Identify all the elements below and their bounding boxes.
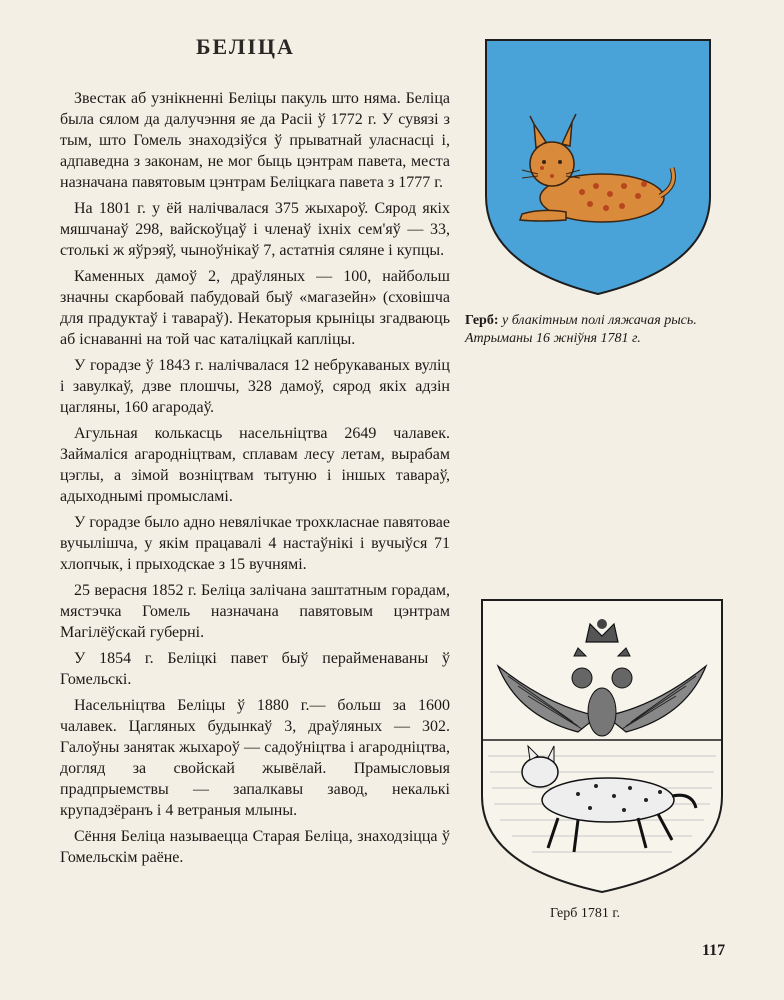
page-title: БЕЛІЦА	[196, 34, 295, 59]
paragraph: У 1854 г. Беліцкі павет быў перайменаваны ў Гомельскі.	[60, 650, 450, 688]
crest1-caption	[465, 312, 735, 348]
paragraph: Каменных дамоў 2, драўляных — 100, найбольш значны скарбовай пабудовай быў «магазейн» (сховішча для прадуктаў і тавараў). Некаторыя крыніцы згадваюць аб існаванні на той час каталіцкай капліцы.	[60, 268, 450, 348]
caption-lead: Герб:	[465, 313, 499, 328]
crest2-caption: Герб 1781 г.	[550, 906, 621, 921]
coat-of-arms-1781-image	[478, 596, 726, 896]
caption-text: у блакітным полі ляжачая рысь. Атрыманы 16 жніўня 1781 г.	[465, 313, 697, 346]
paragraph: Насельніцтва Беліцы ў 1880 г.— больш за 1600 чалавек. Цагляных будынкаў 3, драўляных — 302. Галоўны занятак жыхароў — садоўніцтва і агародніцтва, догляд за свойскай жывёлай. Прамысловыя прадпрыемствы — запалкавы завод, некалькі крупадзёранъ і 4 ветраныя млыны.	[60, 697, 450, 819]
coat-of-arms-lynx-image	[482, 36, 714, 298]
paragraph: 25 верасня 1852 г. Беліца залічана заштатным горадам, мястэчка Гомель назначана павятовым цэнтрам Магілёўскай губерні.	[60, 582, 450, 641]
paragraph: Звестак аб узнікненні Беліцы пакуль што няма. Беліца была сялом да далучэння яе да Расіі ў 1772 г. У сувязі з тым, што Гомель знаходзіўся ў прыватнай уласнасці і, адпаведна з законам, не мог быць цэнтрам павета, места назначана павятовым цэнтрам Беліцкага павета з 1777 г.	[60, 90, 450, 191]
page-number: 117	[702, 942, 726, 959]
article-body	[60, 88, 450, 873]
paragraph: На 1801 г. у ёй налічвалася 375 жыхароў. Сярод якіх мяшчанаў 298, вайскоўцаў і членаў іхніх сем'яў — 33, столькі ж яўрэяў, чыноўнікаў 7, астатнія сяляне і купцы.	[60, 200, 450, 259]
paragraph: У горадзе ў 1843 г. налічвалася 12 небрукаваных вуліц і завулкаў, дзве плошчы, 328 дамоў, сярод якіх адзін цагляны, 160 агародаў.	[60, 357, 450, 416]
paragraph: Сёння Беліца называецца Старая Беліца, знаходзіцца ў Гомельскім раёне.	[60, 828, 450, 866]
paragraph: У горадзе было адно невялічкае трохкласнае павятовае вучылішча, у якім працавалі 4 настаўнікі і вучыўся 71 хлопчык, і прыходскае з 15 вучнямі.	[60, 514, 450, 573]
paragraph: Агульная колькасць насельніцтва 2649 чалавек. Займаліся агародніцтвам, сплавам лесу летам, вырабам цэглы, а зімой возніцтвам тытуню і іншых тавараў, адыходнымі промысламі.	[60, 425, 450, 505]
